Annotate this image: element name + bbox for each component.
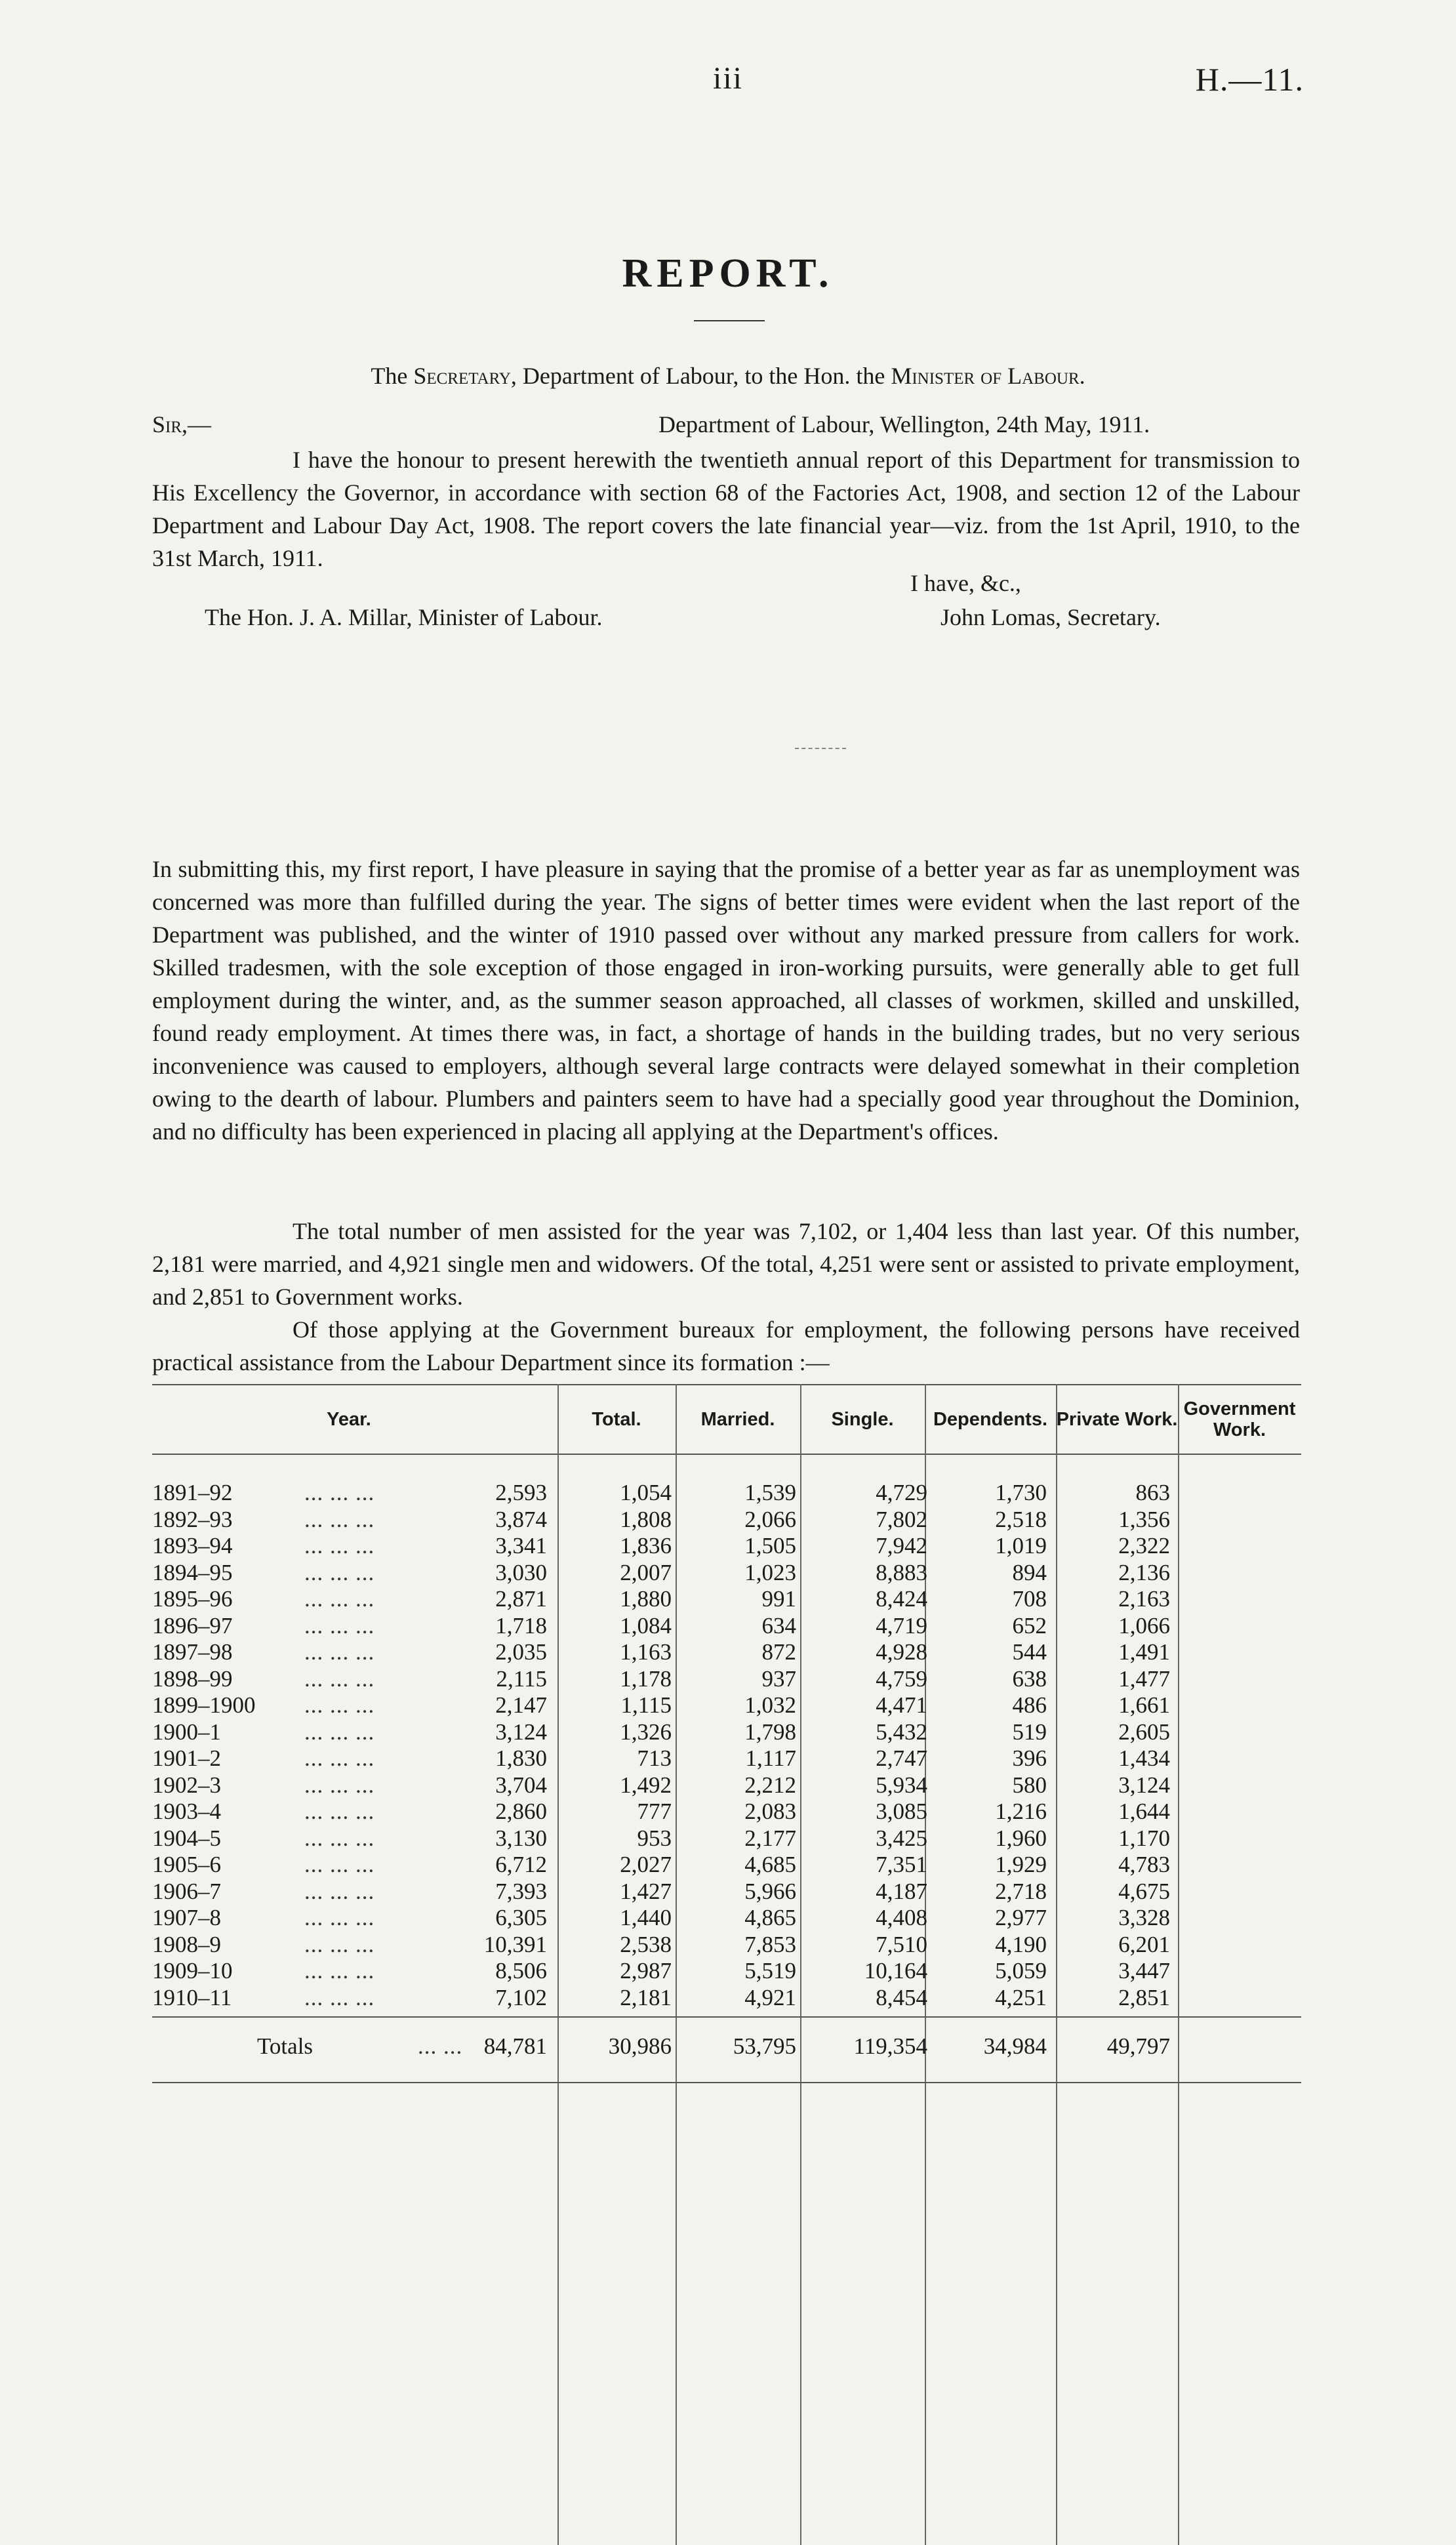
row-year: 1910–11: [152, 1984, 232, 2010]
table-row: [152, 1799, 1301, 1825]
row-private: 1,730: [995, 1480, 1047, 1505]
addressee-minister: Minister of Labour: [891, 363, 1080, 389]
row-leader-dots: ... ... ...: [304, 1692, 375, 1718]
row-dependents: 4,719: [876, 1612, 927, 1639]
row-total: 3,124: [495, 1719, 547, 1745]
totals-single: 53,795: [733, 2033, 796, 2059]
row-dependents: 2,747: [876, 1745, 927, 1771]
row-married: 1,326: [620, 1719, 672, 1745]
row-leader-dots: ... ... ...: [304, 1639, 375, 1665]
row-year: 1899–1900: [152, 1692, 256, 1718]
table-row: [152, 1745, 1301, 1772]
row-year: 1898–99: [152, 1665, 233, 1692]
row-total: 2,115: [496, 1665, 547, 1692]
row-total: 3,341: [495, 1533, 547, 1558]
row-single: 634: [761, 1612, 796, 1639]
body-paragraph-1: In submitting this, my first report, I have pleasure in saying that the promise of a better year as far as unemployment was concerned was more than fulfilled during the year. The signs of better times were evident when the last report of the Department was published, and the winter of 1910 passed over without any marked pressure from callers for work. Skilled tradesmen, with the sole exception of those engaged in iron-working pursuits, were generally able to get full employment during the winter, and, as the summer season approached, all classes of workmen, skilled and unskilled, found ready employment. At times there was, in fact, a shortage of hands in the building trades, but no very serious inconvenience was caused to employers, although several large contracts were delayed somewhat in their completion owing to the dearth of labour. Plumbers and painters seem to have had a specially good year throughout the Dominion, and no difficulty has been experienced in placing all applying at the Department's offices.: [152, 856, 1300, 1145]
row-leader-dots: ... ... ...: [304, 1931, 375, 1957]
row-single: 1,798: [744, 1719, 796, 1745]
row-married: 713: [637, 1745, 672, 1771]
row-leader-dots: ... ... ...: [304, 1586, 375, 1612]
row-single: 1,539: [744, 1480, 796, 1505]
row-government: 1,661: [1118, 1692, 1170, 1718]
row-total: 3,704: [495, 1772, 547, 1798]
header-government-work: Government Work.: [1183, 1398, 1296, 1440]
row-single: 1,023: [744, 1559, 796, 1585]
row-private: 1,960: [995, 1825, 1047, 1851]
row-total: 10,391: [483, 1931, 547, 1957]
table-row: [152, 1985, 1301, 2012]
table-row: [152, 1560, 1301, 1587]
table-row: [152, 1905, 1301, 1932]
row-leader-dots: ... ... ...: [304, 1772, 375, 1798]
row-married: 2,987: [620, 1958, 672, 1984]
row-leader-dots: ... ... ...: [304, 1905, 375, 1930]
table-row: [152, 1719, 1301, 1746]
letter-signature: John Lomas, Secretary.: [940, 604, 1161, 630]
addressee-post: .: [1079, 363, 1085, 389]
row-year: 1906–7: [152, 1878, 221, 1904]
header-married: Married.: [700, 1409, 775, 1430]
table-row: [152, 1586, 1301, 1613]
row-government: 4,783: [1118, 1852, 1170, 1877]
table-row: [152, 1480, 1301, 1507]
row-total: 6,712: [495, 1852, 547, 1877]
body-paragraph-3: Of those applying at the Government bureaux for employment, the following persons have received practical assistance from the Labour Department since its formation :—: [152, 1316, 1300, 1375]
row-dependents: 8,883: [876, 1559, 927, 1585]
row-year: 1901–2: [152, 1745, 221, 1771]
row-single: 4,921: [744, 1984, 796, 2010]
row-year: 1894–95: [152, 1559, 233, 1585]
row-government: 6,201: [1118, 1931, 1170, 1957]
row-private: 894: [1012, 1559, 1047, 1585]
row-government: 1,066: [1118, 1612, 1170, 1639]
table-body: [152, 1480, 1301, 2011]
row-dependents: 4,729: [876, 1480, 927, 1505]
row-total: 1,830: [495, 1745, 547, 1771]
table-row: [152, 1852, 1301, 1879]
row-married: 1,836: [620, 1533, 672, 1558]
row-year: 1908–9: [152, 1931, 221, 1957]
row-private: 652: [1012, 1612, 1047, 1639]
row-private: 2,977: [995, 1905, 1047, 1930]
row-dependents: 7,510: [876, 1931, 927, 1957]
row-leader-dots: ... ... ...: [304, 1852, 375, 1877]
row-leader-dots: ... ... ...: [304, 1665, 375, 1692]
row-married: 1,163: [620, 1639, 672, 1665]
title-divider: [694, 320, 765, 321]
section-divider: [795, 748, 846, 749]
row-total: 2,035: [495, 1639, 547, 1665]
row-single: 7,853: [744, 1931, 796, 1957]
row-year: 1895–96: [152, 1586, 233, 1612]
row-single: 4,685: [744, 1852, 796, 1877]
row-single: 2,177: [744, 1825, 796, 1851]
table-row: [152, 1932, 1301, 1959]
row-leader-dots: ... ... ...: [304, 1745, 375, 1771]
totals-leader: ... ...: [418, 2033, 463, 2059]
report-title: REPORT.: [622, 251, 834, 296]
row-dependents: 5,934: [876, 1772, 927, 1798]
row-private: 708: [1012, 1586, 1047, 1612]
row-dependents: 4,408: [876, 1905, 927, 1930]
row-dependents: 7,351: [876, 1852, 927, 1877]
addressee-secretary: Secretary: [413, 363, 511, 389]
table-row: [152, 1825, 1301, 1852]
row-total: 1,718: [495, 1612, 547, 1639]
row-single: 872: [761, 1639, 796, 1665]
row-leader-dots: ... ... ...: [304, 1480, 375, 1505]
letter-body: I have the honour to present herewith the twentieth annual report of this Department for transmission to His Excellency the Governor, in accordance with section 68 of the Factories Act, 1908, and section 12 of the Labour Department and Labour Day Act, 1908. The report covers the late financial year—viz. from the 1st April, 1910, to the 31st March, 1911.: [152, 447, 1300, 571]
row-private: 544: [1012, 1639, 1047, 1665]
row-single: 2,083: [744, 1799, 796, 1824]
row-year: 1903–4: [152, 1799, 221, 1824]
row-government: 2,851: [1118, 1984, 1170, 2010]
row-year: 1902–3: [152, 1772, 221, 1798]
row-government: 2,605: [1118, 1719, 1170, 1745]
row-married: 2,538: [620, 1931, 672, 1957]
row-total: 6,305: [495, 1905, 547, 1930]
header-private-work: Private Work.: [1056, 1409, 1178, 1430]
table-row: [152, 1533, 1301, 1560]
row-total: 3,130: [495, 1825, 547, 1851]
row-total: 3,874: [495, 1506, 547, 1532]
totals-private: 34,984: [983, 2033, 1047, 2059]
row-total: 2,593: [495, 1480, 547, 1505]
row-married: 1,808: [620, 1506, 672, 1532]
row-government: 3,447: [1118, 1958, 1170, 1984]
row-dependents: 5,432: [876, 1719, 927, 1745]
row-married: 1,492: [620, 1772, 672, 1798]
row-dependents: 4,759: [876, 1665, 927, 1692]
header-year: Year.: [327, 1409, 371, 1430]
row-leader-dots: ... ... ...: [304, 1719, 375, 1745]
row-total: 3,030: [495, 1559, 547, 1585]
page-number: iii: [712, 61, 743, 96]
totals-dependents: 119,354: [853, 2033, 927, 2059]
row-dependents: 10,164: [864, 1958, 927, 1984]
row-year: 1907–8: [152, 1905, 221, 1930]
row-leader-dots: ... ... ...: [304, 1984, 375, 2010]
row-married: 1,427: [620, 1878, 672, 1904]
row-year: 1909–10: [152, 1958, 233, 1984]
row-government: 1,477: [1118, 1665, 1170, 1692]
row-leader-dots: ... ... ...: [304, 1612, 375, 1639]
addressee-pre: The: [371, 363, 414, 389]
table-row: [152, 1879, 1301, 1905]
row-government: 1,170: [1118, 1825, 1170, 1851]
row-government: 2,163: [1118, 1586, 1170, 1612]
row-year: 1892–93: [152, 1506, 233, 1532]
row-dependents: 8,454: [876, 1984, 927, 2010]
row-married: 1,115: [620, 1692, 672, 1718]
row-total: 2,147: [495, 1692, 547, 1718]
row-private: 5,059: [995, 1958, 1047, 1984]
row-married: 2,027: [620, 1852, 672, 1877]
row-married: 1,084: [620, 1612, 672, 1639]
row-single: 4,865: [744, 1905, 796, 1930]
row-single: 5,519: [744, 1958, 796, 1984]
row-married: 1,054: [620, 1480, 672, 1505]
table-bottom-rule: [152, 2082, 1301, 2083]
row-dependents: 3,425: [876, 1825, 927, 1851]
row-private: 4,190: [995, 1931, 1047, 1957]
row-total: 8,506: [495, 1958, 547, 1984]
row-single: 2,212: [744, 1772, 796, 1798]
row-government: 3,124: [1118, 1772, 1170, 1798]
table-row: [152, 1958, 1301, 1985]
totals-government: 49,797: [1106, 2033, 1170, 2059]
row-single: 1,505: [744, 1533, 796, 1558]
row-year: 1891–92: [152, 1480, 233, 1505]
table-row: [152, 1666, 1301, 1693]
row-married: 1,880: [620, 1586, 672, 1612]
row-dependents: 4,928: [876, 1639, 927, 1665]
addressee-mid: , Department of Labour, to the Hon. the: [510, 363, 891, 389]
row-private: 486: [1012, 1692, 1047, 1718]
row-dependents: 8,424: [876, 1586, 927, 1612]
letter-recipient: The Hon. J. A. Millar, Minister of Labour.: [205, 604, 603, 630]
row-single: 937: [761, 1665, 796, 1692]
row-private: 2,718: [995, 1878, 1047, 1904]
table-row: [152, 1507, 1301, 1534]
row-private: 2,518: [995, 1506, 1047, 1532]
totals-total: 84,781: [483, 2033, 547, 2059]
row-government: 863: [1135, 1480, 1170, 1505]
totals-row: [152, 2033, 1301, 2070]
row-married: 777: [637, 1799, 672, 1824]
row-married: 1,178: [620, 1665, 672, 1692]
header-single: Single.: [831, 1409, 894, 1430]
row-year: 1897–98: [152, 1639, 233, 1665]
row-government: 1,491: [1118, 1639, 1170, 1665]
addressee-line: [0, 362, 1456, 390]
row-leader-dots: ... ... ...: [304, 1533, 375, 1558]
row-year: 1905–6: [152, 1852, 221, 1877]
row-year: 1893–94: [152, 1533, 233, 1558]
row-dependents: 4,187: [876, 1878, 927, 1904]
row-government: 4,675: [1118, 1878, 1170, 1904]
row-government: 1,356: [1118, 1506, 1170, 1532]
row-leader-dots: ... ... ...: [304, 1559, 375, 1585]
row-private: 519: [1012, 1719, 1047, 1745]
totals-married: 30,986: [608, 2033, 672, 2059]
row-single: 2,066: [744, 1506, 796, 1532]
row-leader-dots: ... ... ...: [304, 1878, 375, 1904]
body-paragraph-2: The total number of men assisted for the year was 7,102, or 1,404 less than last year. Of this number, 2,181 were married, and 4,921 single men and widowers. Of the total, 4,251 were sent or assisted to private employment, and 2,851 to Government works.: [152, 1218, 1300, 1310]
dateline: Department of Labour, Wellington, 24th May, 1911.: [658, 411, 1150, 438]
row-total: 2,860: [495, 1799, 547, 1824]
document-reference: H.—11.: [1195, 61, 1304, 98]
row-married: 2,007: [620, 1559, 672, 1585]
row-married: 1,440: [620, 1905, 672, 1930]
row-government: 3,328: [1118, 1905, 1170, 1930]
row-leader-dots: ... ... ...: [304, 1825, 375, 1851]
row-private: 1,216: [995, 1799, 1047, 1824]
table-header: [152, 1384, 1301, 1455]
row-dependents: 7,802: [876, 1506, 927, 1532]
letter-closing: I have, &c.,: [910, 570, 1021, 596]
row-married: 953: [637, 1825, 672, 1851]
row-government: 1,644: [1118, 1799, 1170, 1824]
row-single: 1,117: [745, 1745, 796, 1771]
row-total: 2,871: [495, 1586, 547, 1612]
totals-label: Totals: [257, 2033, 313, 2059]
row-private: 1,019: [995, 1533, 1047, 1558]
table-row: [152, 1692, 1301, 1719]
salutation: Sir,—: [152, 411, 212, 438]
row-single: 1,032: [744, 1692, 796, 1718]
table-row: [152, 1772, 1301, 1799]
header-total: Total.: [592, 1409, 641, 1430]
row-private: 4,251: [995, 1984, 1047, 2010]
row-private: 1,929: [995, 1852, 1047, 1877]
header-dependents: Dependents.: [933, 1409, 1048, 1430]
row-leader-dots: ... ... ...: [304, 1506, 375, 1532]
row-government: 2,322: [1118, 1533, 1170, 1558]
row-total: 7,393: [495, 1878, 547, 1904]
row-private: 638: [1012, 1665, 1047, 1692]
row-leader-dots: ... ... ...: [304, 1958, 375, 1984]
row-single: 5,966: [744, 1878, 796, 1904]
row-married: 2,181: [620, 1984, 672, 2010]
row-year: 1900–1: [152, 1719, 221, 1745]
row-dependents: 3,085: [876, 1799, 927, 1824]
table-row: [152, 1613, 1301, 1640]
totals-rule: [152, 2016, 1301, 2018]
row-private: 396: [1012, 1745, 1047, 1771]
row-leader-dots: ... ... ...: [304, 1799, 375, 1824]
row-total: 7,102: [495, 1984, 547, 2010]
row-dependents: 4,471: [876, 1692, 927, 1718]
row-dependents: 7,942: [876, 1533, 927, 1558]
row-single: 991: [761, 1586, 796, 1612]
row-government: 1,434: [1118, 1745, 1170, 1771]
row-year: 1896–97: [152, 1612, 233, 1639]
table-row: [152, 1639, 1301, 1666]
row-private: 580: [1012, 1772, 1047, 1798]
row-year: 1904–5: [152, 1825, 221, 1851]
row-government: 2,136: [1118, 1559, 1170, 1585]
